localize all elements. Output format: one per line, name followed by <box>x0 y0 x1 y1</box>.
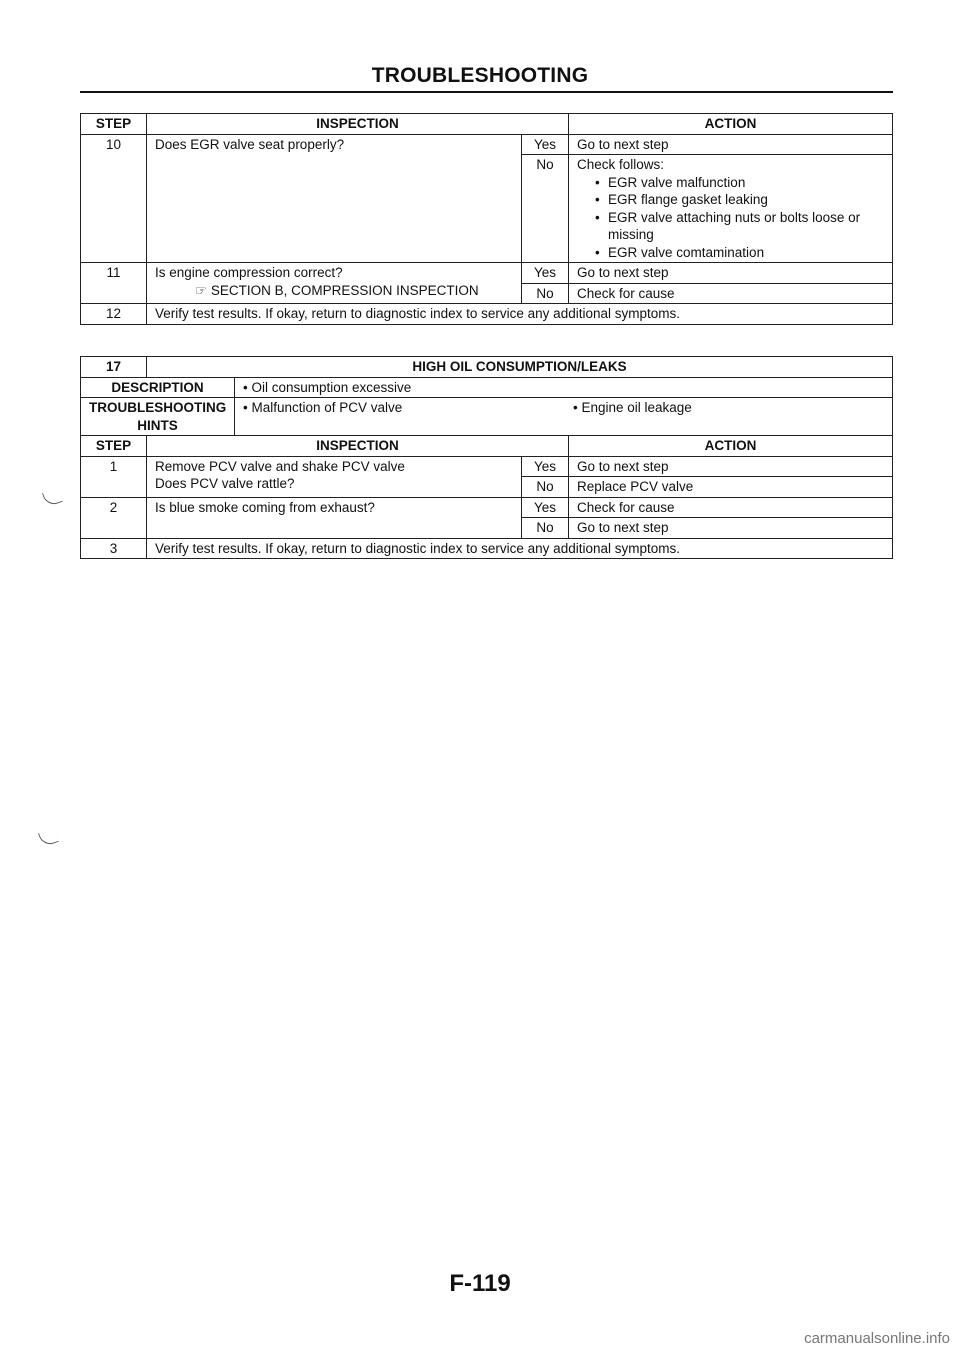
no-label: No <box>522 518 569 539</box>
inspection-text: Remove PCV valve and shake PCV valve <box>155 458 405 474</box>
binder-mark <box>38 828 59 848</box>
list-item: • EGR valve attaching nuts or bolts loose or missing <box>595 209 884 244</box>
list-item: • EGR flange gasket leaking <box>595 191 884 209</box>
inspection-cell <box>147 263 522 304</box>
yes-label: Yes <box>522 456 569 477</box>
yes-action: Go to next step <box>569 263 893 284</box>
yes-action: Check for cause <box>569 497 893 518</box>
description-row <box>81 377 893 398</box>
no-action-cell <box>569 155 893 263</box>
hints-cell: • Malfunction of PCV valve • Engine oil leakage <box>235 398 893 436</box>
symptom-heading: HIGH OIL CONSUMPTION/LEAKS <box>147 357 893 378</box>
inspection-text: Is blue smoke coming from exhaust? <box>147 497 522 538</box>
list-item: • EGR valve comtamination <box>595 244 884 262</box>
step-number: 12 <box>81 304 147 325</box>
hint-item: Engine oil leakage <box>581 400 692 415</box>
troubleshooting-table-egr <box>80 113 893 325</box>
page-number: F-119 <box>449 1270 511 1297</box>
watermark: carmanualsonline.info <box>804 1330 950 1347</box>
step-number: 2 <box>81 497 147 538</box>
list-item: • EGR valve malfunction <box>595 174 884 192</box>
yes-label: Yes <box>522 263 569 284</box>
table-header-row <box>81 436 893 457</box>
step-number: 10 <box>81 134 147 263</box>
binder-mark <box>42 488 63 508</box>
check-list <box>577 174 884 262</box>
step-number: 3 <box>81 538 147 559</box>
title-rule <box>80 91 893 93</box>
reference-text: SECTION B, COMPRESSION INSPECTION <box>210 282 479 298</box>
symptom-number: 17 <box>81 357 147 378</box>
troubleshooting-table-oil <box>80 356 893 559</box>
yes-label: Yes <box>522 497 569 518</box>
no-label: No <box>522 477 569 498</box>
description-text: Oil consumption excessive <box>251 379 412 395</box>
description-cell: • Oil consumption excessive <box>235 377 893 398</box>
header-step: STEP <box>81 436 147 457</box>
inspection-cell <box>147 456 522 497</box>
header-action: ACTION <box>569 436 893 457</box>
no-label: No <box>522 155 569 263</box>
description-label: DESCRIPTION <box>81 377 235 398</box>
hints-label-line1: TROUBLESHOOTING <box>89 400 227 415</box>
no-action: Replace PCV valve <box>569 477 893 498</box>
hints-label-line2: HINTS <box>137 417 178 433</box>
no-action: Check for cause <box>569 283 893 304</box>
header-step: STEP <box>81 114 147 135</box>
section-reference <box>155 282 513 300</box>
step-number: 11 <box>81 263 147 304</box>
no-label: No <box>522 283 569 304</box>
page-title: TROUBLESHOOTING <box>371 64 589 87</box>
table-row <box>81 456 893 477</box>
header-inspection: INSPECTION <box>147 114 569 135</box>
inspection-text: Does EGR valve seat properly? <box>147 134 522 263</box>
yes-action: Go to next step <box>569 134 893 155</box>
header-action: ACTION <box>569 114 893 135</box>
hints-label <box>81 398 235 436</box>
table-row <box>81 134 893 155</box>
hint-item: Malfunction of PCV valve <box>251 400 403 415</box>
table-title-row <box>81 357 893 378</box>
no-action: Check follows: <box>577 157 665 172</box>
header-inspection: INSPECTION <box>147 436 569 457</box>
table-row <box>81 538 893 559</box>
yes-label: Yes <box>522 134 569 155</box>
inspection-text: Is engine compression correct? <box>155 265 343 280</box>
hints-row <box>81 398 893 436</box>
table-header-row <box>81 114 893 135</box>
yes-action: Go to next step <box>569 456 893 477</box>
table-row <box>81 497 893 518</box>
inspection-text: Does PCV valve rattle? <box>155 476 295 491</box>
step-number: 1 <box>81 456 147 497</box>
table-row <box>81 304 893 325</box>
table-row <box>81 263 893 284</box>
verify-text: Verify test results. If okay, return to diagnostic index to service any additional symptoms. <box>147 304 893 325</box>
reference-hand-icon: ☞ <box>195 282 208 298</box>
verify-text: Verify test results. If okay, return to diagnostic index to service any additional symptoms. <box>147 538 893 559</box>
no-action: Go to next step <box>569 518 893 539</box>
